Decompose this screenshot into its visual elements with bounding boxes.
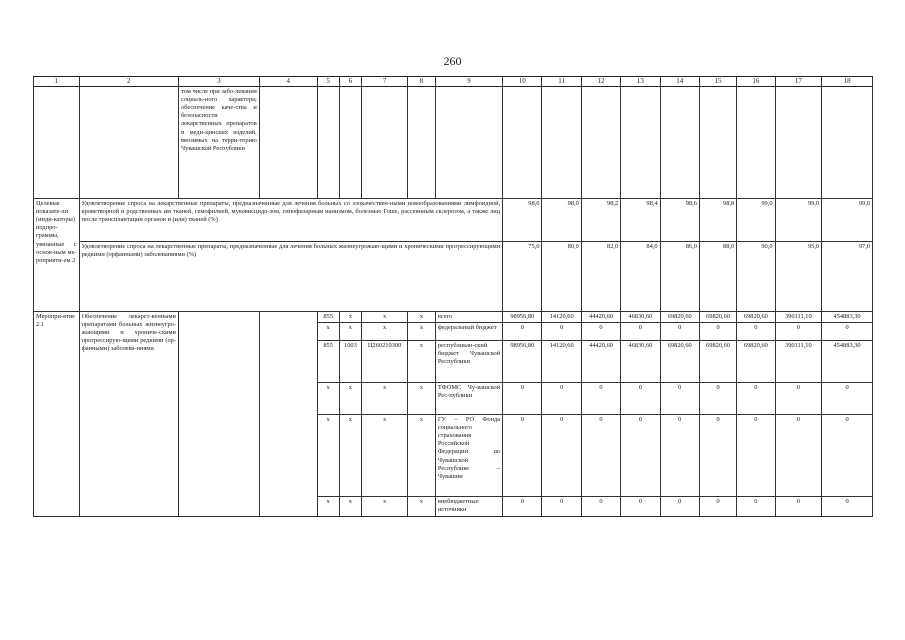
indicator-value: 90,0: [737, 242, 775, 312]
target-row: [34, 242, 873, 312]
empty-cell: [79, 87, 178, 199]
column-header: 16: [737, 77, 775, 87]
amount-cell: 0: [699, 383, 736, 415]
amount-cell: 14120,60: [542, 312, 581, 323]
continuation-text: том числе при забо-левания социаль-ного характера; обеспечение каче-ства и безопасности лекарственных препаратов и меди-цинских изделий, ввозимых на терри-торию Чувашской Республики: [178, 87, 259, 199]
indicator-value: 95,0: [775, 242, 822, 312]
amount-cell: 0: [542, 497, 581, 517]
amount-cell: 14120,60: [542, 341, 581, 383]
code-cell: х: [362, 497, 408, 517]
indicator-value: 99,0: [737, 199, 775, 242]
budget-table: [33, 76, 873, 517]
amount-cell: 44420,60: [581, 312, 620, 323]
amount-cell: 69820,60: [737, 341, 775, 383]
empty-cell: [259, 312, 317, 517]
code-cell: х: [317, 383, 339, 415]
indicator-value: 98,8: [699, 199, 736, 242]
amount-cell: 0: [581, 323, 620, 341]
empty-cell: [822, 87, 873, 199]
amount-cell: 0: [621, 383, 660, 415]
empty-cell: [775, 87, 822, 199]
code-cell: Ц260210300: [362, 341, 408, 383]
amount-cell: 0: [621, 415, 660, 497]
amount-cell: 0: [542, 383, 581, 415]
column-header: 8: [407, 77, 435, 87]
column-header: 18: [822, 77, 873, 87]
event-name: Обеспечение лекарст-венными препаратами больных жизнеугро-жающими и хрониче-скими прогрессирую-щими редкими (ор-фанными) заболева-ниями: [79, 312, 178, 517]
amount-cell: 46830,60: [621, 341, 660, 383]
code-cell: 855: [317, 312, 339, 323]
amount-cell: 0: [737, 497, 775, 517]
amount-cell: 0: [775, 415, 822, 497]
amount-cell: 0: [822, 415, 873, 497]
amount-cell: 0: [775, 323, 822, 341]
amount-cell: 0: [775, 497, 822, 517]
amount-cell: 46830,60: [621, 312, 660, 323]
indicator-text: Удовлетворение спроса на лекарственные препараты, предназначенные для лечения больных со злокачествен-ными новообразованиями лимфоидной, кроветворной и родственных им тканей, гемофилией, муковисцидо-зом, гипофизарным нанизмом, болезнью Гоше, рассеянным склерозом, а также лиц после трансплантации органов и (или) тканей (%): [79, 199, 503, 242]
amount-cell: 0: [822, 323, 873, 341]
code-cell: х: [362, 383, 408, 415]
empty-cell: [660, 87, 699, 199]
funding-source: федеральный бюджет: [435, 323, 502, 341]
amount-cell: 390111,10: [775, 312, 822, 323]
indicator-value: 98,4: [621, 199, 660, 242]
code-cell: 1003: [339, 341, 362, 383]
code-cell: х: [362, 323, 408, 341]
empty-cell: [362, 87, 408, 199]
indicator-value: 99,0: [822, 199, 873, 242]
amount-cell: 0: [503, 383, 542, 415]
empty-cell: [317, 87, 339, 199]
amount-cell: 390111,10: [775, 341, 822, 383]
amount-cell: 69820,60: [737, 312, 775, 323]
targets-label: Целевые показате-ли (инди-каторы) подпро-граммы, увязанные с основ-ным ме-роприяти-ем 2: [34, 199, 80, 312]
amount-cell: 69820,60: [660, 312, 699, 323]
indicator-value: 80,0: [542, 242, 581, 312]
code-cell: х: [339, 312, 362, 323]
column-header: 7: [362, 77, 408, 87]
amount-cell: 0: [660, 323, 699, 341]
amount-cell: 0: [737, 323, 775, 341]
amount-cell: 69820,60: [699, 341, 736, 383]
empty-cell: [737, 87, 775, 199]
code-cell: х: [317, 323, 339, 341]
amount-cell: 0: [503, 497, 542, 517]
indicator-value: 88,0: [699, 242, 736, 312]
amount-cell: 69820,60: [660, 341, 699, 383]
amount-cell: 0: [660, 415, 699, 497]
column-header: 10: [503, 77, 542, 87]
amount-cell: 0: [660, 497, 699, 517]
amount-cell: 0: [581, 497, 620, 517]
empty-cell: [435, 87, 502, 199]
empty-cell: [339, 87, 362, 199]
amount-cell: 0: [699, 323, 736, 341]
amount-cell: 44420,60: [581, 341, 620, 383]
amount-cell: 0: [581, 383, 620, 415]
amount-cell: 0: [737, 383, 775, 415]
amount-cell: 69820,60: [699, 312, 736, 323]
amount-cell: 0: [503, 323, 542, 341]
empty-cell: [178, 312, 259, 517]
page-number: 260: [443, 54, 462, 68]
indicator-value: 98,0: [542, 199, 581, 242]
amount-cell: 0: [542, 323, 581, 341]
empty-cell: [581, 87, 620, 199]
amount-cell: 0: [737, 415, 775, 497]
indicator-value: 99,0: [775, 199, 822, 242]
funding-source: республикан-ский бюджет Чувашской Республики: [435, 341, 502, 383]
column-header: 9: [435, 77, 502, 87]
funding-source: внебюджетные источники: [435, 497, 502, 517]
indicator-value: 98,6: [660, 199, 699, 242]
empty-cell: [259, 87, 317, 199]
column-header: 14: [660, 77, 699, 87]
column-header: 4: [259, 77, 317, 87]
amount-cell: 98956,80: [503, 312, 542, 323]
amount-cell: 0: [621, 497, 660, 517]
empty-cell: [503, 87, 542, 199]
column-header: 5: [317, 77, 339, 87]
indicator-value: 84,0: [621, 242, 660, 312]
event-label: Меропри-ятие 2.1: [34, 312, 80, 517]
column-header: 15: [699, 77, 736, 87]
indicator-value: 98,2: [581, 199, 620, 242]
code-cell: х: [407, 497, 435, 517]
column-header: 17: [775, 77, 822, 87]
column-header: 13: [621, 77, 660, 87]
column-header: 11: [542, 77, 581, 87]
target-row: [34, 199, 873, 242]
funding-source: ТФОМС Чу-вашской Рес-публики: [435, 383, 502, 415]
amount-cell: 454883,30: [822, 312, 873, 323]
empty-cell: [621, 87, 660, 199]
amount-cell: 0: [542, 415, 581, 497]
code-cell: х: [407, 341, 435, 383]
code-cell: х: [317, 415, 339, 497]
code-cell: х: [339, 415, 362, 497]
amount-cell: 454883,30: [822, 341, 873, 383]
indicator-value: 82,0: [581, 242, 620, 312]
code-cell: х: [317, 497, 339, 517]
code-cell: х: [362, 312, 408, 323]
amount-cell: 0: [699, 497, 736, 517]
amount-cell: 0: [822, 497, 873, 517]
indicator-value: 97,0: [822, 242, 873, 312]
amount-cell: 98956,80: [503, 341, 542, 383]
code-cell: х: [339, 383, 362, 415]
column-header: 6: [339, 77, 362, 87]
funding-source: ГУ – РО Фонда социального страхования Российской Федерации по Чувашской Республике – Чувашии: [435, 415, 502, 497]
empty-cell: [34, 87, 80, 199]
code-cell: х: [407, 312, 435, 323]
code-cell: х: [407, 383, 435, 415]
indicator-text: Удовлетворение спроса на лекарственные препараты, предназначенные для лечения больных жизнеугрожаю-щими и хроническими прогрессирующими редкими (орфанными) заболеваниями (%): [79, 242, 503, 312]
amount-cell: 0: [581, 415, 620, 497]
column-header: 2: [79, 77, 178, 87]
empty-cell: [407, 87, 435, 199]
header-row: [34, 77, 873, 87]
continuation-row: [34, 87, 873, 199]
amount-cell: 0: [775, 383, 822, 415]
amount-cell: 0: [503, 415, 542, 497]
code-cell: х: [407, 323, 435, 341]
amount-cell: 0: [621, 323, 660, 341]
code-cell: х: [339, 323, 362, 341]
amount-cell: 0: [660, 383, 699, 415]
indicator-value: 86,0: [660, 242, 699, 312]
empty-cell: [542, 87, 581, 199]
indicator-value: 75,0: [503, 242, 542, 312]
code-cell: х: [407, 415, 435, 497]
code-cell: х: [362, 415, 408, 497]
column-header: 3: [178, 77, 259, 87]
code-cell: 855: [317, 341, 339, 383]
event-row: [34, 312, 873, 323]
empty-cell: [699, 87, 736, 199]
code-cell: х: [339, 497, 362, 517]
column-header: 1: [34, 77, 80, 87]
indicator-value: 98,0: [503, 199, 542, 242]
funding-source: всего: [435, 312, 502, 323]
amount-cell: 0: [822, 383, 873, 415]
column-header: 12: [581, 77, 620, 87]
amount-cell: 0: [699, 415, 736, 497]
